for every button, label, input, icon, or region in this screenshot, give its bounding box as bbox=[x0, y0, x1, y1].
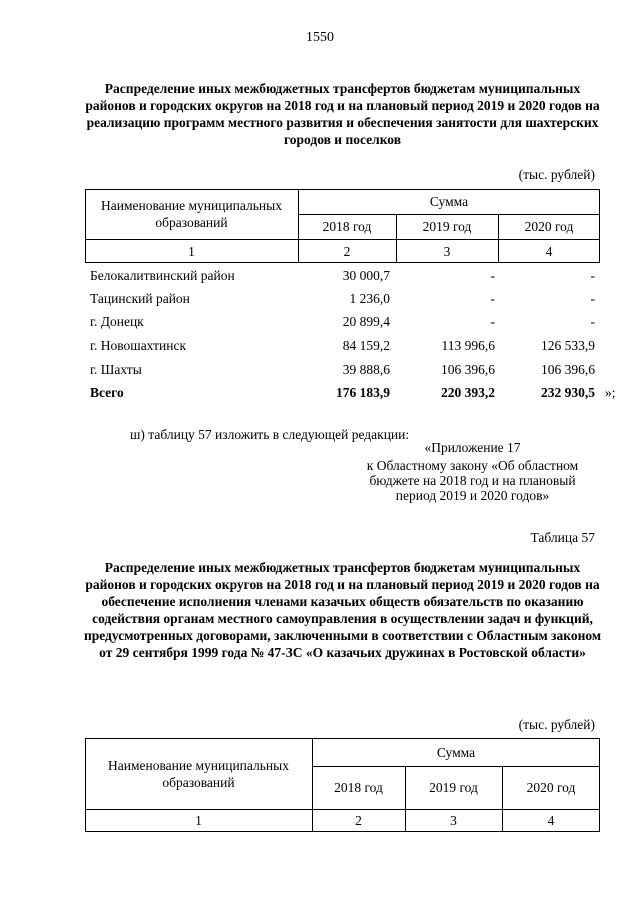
row-value-2019: - bbox=[490, 314, 495, 329]
section2-colnum: 2 bbox=[355, 813, 362, 828]
row-name: Тацинский район bbox=[90, 291, 190, 306]
section1-colnum: 3 bbox=[443, 243, 451, 259]
page-number: 1550 bbox=[306, 30, 334, 45]
instruction-text: ш) таблицу 57 изложить в следующей редакции: bbox=[130, 427, 410, 442]
row-name: г. Шахты bbox=[90, 362, 142, 377]
total-value-2020: 232 930,5 bbox=[541, 385, 595, 400]
row-value-2018: 39 888,6 bbox=[342, 362, 390, 377]
row-value-2020: - bbox=[590, 268, 595, 283]
total-label: Всего bbox=[90, 385, 124, 400]
row-name: г. Новошахтинск bbox=[90, 338, 186, 353]
row-value-2019: - bbox=[490, 291, 495, 306]
row-value-2018: 1 236,0 bbox=[349, 291, 390, 306]
row-value-2018: 30 000,7 bbox=[342, 268, 390, 283]
section1-colnum: 1 bbox=[188, 243, 195, 259]
section1-header-year: 2018 год bbox=[322, 219, 372, 234]
section2-header-year: 2020 год bbox=[526, 780, 576, 795]
section2-title: Распределение иных межбюджетных трансфертов бюджетам муниципальных районов и городских округов на 2018 год и на плановый период 2019 и 2020 годов на обеспечение исполнения членами казачьих обществ обязательств по оказанию содействия органам местного самоуправления в осуществлении задач и функций, предусмотренных договорами, заключенными в соответствии с Областным законом от 29 сентября 1999 года № 47-ЗС «О казачьих дружинах в Ростовской области» bbox=[83, 560, 602, 660]
section1-table bbox=[85, 189, 616, 419]
section2-header-name: Наименование муниципальных образований bbox=[108, 757, 289, 790]
appendix-line: «Приложение 17 bbox=[424, 440, 521, 455]
section2-header-year: 2018 год bbox=[334, 780, 383, 795]
appendix-line: период 2019 и 2020 годов» bbox=[395, 488, 550, 503]
total-value-2018: 176 183,9 bbox=[336, 385, 390, 400]
total-value-2019: 220 393,2 bbox=[441, 385, 495, 400]
table-row bbox=[85, 291, 600, 313]
section1-unit: (тыс. рублей) bbox=[518, 167, 595, 182]
row-name: Белокалитвинский район bbox=[90, 268, 235, 283]
row-value-2018: 20 899,4 bbox=[342, 314, 390, 329]
section1-header-name: Наименование муниципальных образований bbox=[101, 198, 282, 230]
section2-unit: (тыс. рублей) bbox=[518, 717, 595, 732]
section2-colnum: 3 bbox=[450, 813, 457, 828]
table-row bbox=[85, 362, 600, 384]
row-value-2020: 106 396,6 bbox=[541, 362, 595, 377]
table-total-row bbox=[85, 385, 616, 407]
table-row bbox=[85, 268, 600, 290]
row-value-2019: - bbox=[490, 268, 495, 283]
appendix-line: к Областному закону «Об областном bbox=[366, 458, 579, 473]
table-label: Таблица 57 bbox=[530, 530, 595, 545]
total-closing-quote: »; bbox=[605, 385, 616, 400]
section1-header-sum: Сумма bbox=[429, 194, 469, 209]
row-value-2018: 84 159,2 bbox=[342, 338, 390, 353]
section2-header-sum: Сумма bbox=[436, 744, 476, 760]
section2-colnum: 4 bbox=[547, 813, 555, 828]
section2-header-year: 2019 год bbox=[429, 780, 478, 795]
section1-header-year: 2019 год bbox=[422, 219, 472, 234]
row-value-2020: 126 533,9 bbox=[541, 338, 595, 353]
section1-colnum: 4 bbox=[545, 243, 553, 259]
section1-header-year: 2020 год bbox=[524, 219, 574, 234]
row-value-2020: - bbox=[590, 314, 595, 329]
section2-colnum: 1 bbox=[195, 813, 202, 828]
section2-table bbox=[85, 738, 600, 832]
section1-title: Распределение иных межбюджетных трансфертов бюджетам муниципальных районов и городских округов на 2018 год и на плановый период 2019 и 2020 годов на реализацию программ местного развития и обеспечения занятости для шахтерских городов и поселков bbox=[85, 81, 600, 147]
row-value-2019: 113 996,6 bbox=[441, 338, 495, 353]
row-name: г. Донецк bbox=[90, 314, 144, 329]
section1-colnum: 2 bbox=[343, 243, 351, 259]
table-row bbox=[85, 338, 600, 360]
table-row bbox=[85, 314, 600, 336]
row-value-2020: - bbox=[590, 291, 595, 306]
row-value-2019: 106 396,6 bbox=[441, 362, 495, 377]
appendix-line: бюджете на 2018 год и на плановый bbox=[369, 473, 576, 488]
